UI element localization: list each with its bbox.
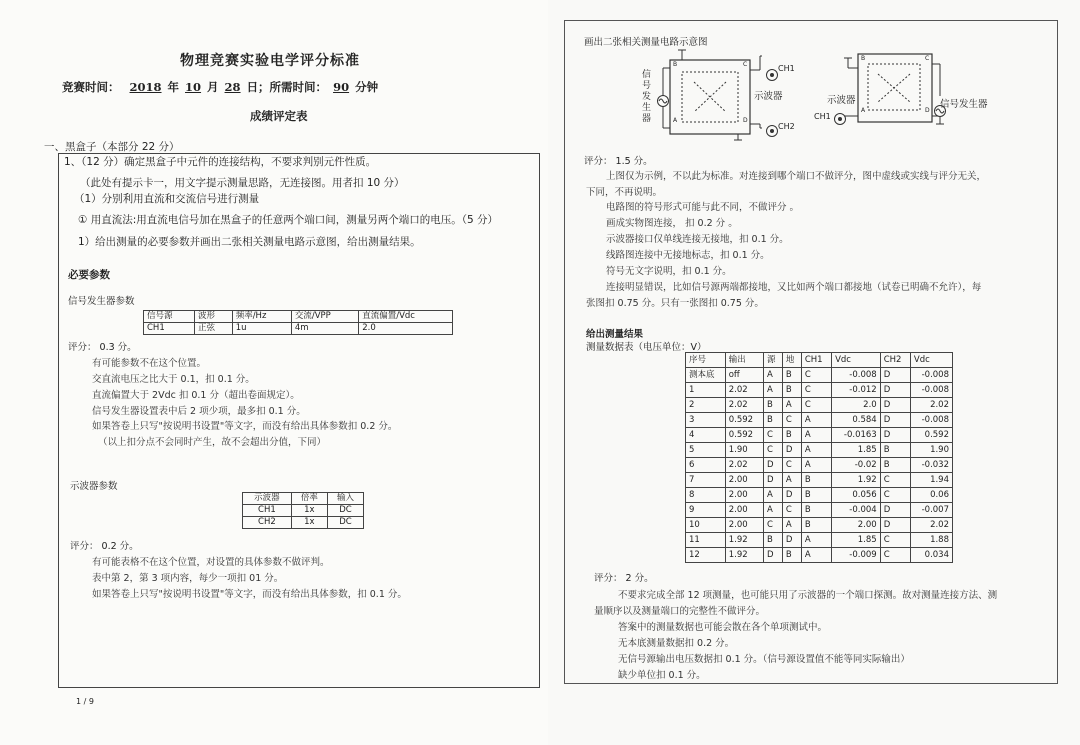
results-cell: D [880, 368, 910, 383]
results-cell: D [880, 398, 910, 413]
results-cell: 0.06 [910, 488, 952, 503]
rule-4a-cont: 量顺序以及测量端口的完整性不做评分。 [594, 606, 766, 617]
results-cell: C [782, 503, 801, 518]
diagram-heading: 画出二张相关测量电路示意图 [584, 37, 708, 48]
results-cell: C [880, 473, 910, 488]
params-heading: 必要参数 [68, 269, 110, 281]
results-table-row [686, 548, 953, 563]
terminal-d-a: D [743, 117, 748, 124]
results-cell: off [725, 368, 763, 383]
results-cell: 2.02 [725, 398, 763, 413]
circuit-b-wires [548, 0, 1080, 150]
results-table-header: 序号 输出 源 地 CH1 Vdc CH2 Vdc [686, 353, 953, 368]
results-table-row [686, 413, 953, 428]
ch1-label-a: CH1 [778, 64, 795, 73]
rule-3-1: 画成实物图连接， 扣 0.2 分 。 [606, 218, 738, 229]
results-cell: A [763, 368, 782, 383]
results-cell: A [801, 533, 831, 548]
results-cell: A [801, 443, 831, 458]
results-cell: 2.02 [725, 383, 763, 398]
results-cell: 2.00 [725, 503, 763, 518]
results-cell: 9 [686, 503, 726, 518]
results-cell: C [880, 533, 910, 548]
results-cell: 0.034 [910, 548, 952, 563]
results-cell: 2.02 [910, 398, 952, 413]
rule-4a: 不要求完成全部 12 项测量，也可能只用了示波器的一个端口探测。故对测量连接方法、测 [618, 590, 998, 601]
results-cell: 2.0 [832, 398, 881, 413]
osc-table-row: CH1 1x DC [243, 505, 364, 517]
results-cell: D [782, 488, 801, 503]
results-cell: -0.007 [910, 503, 952, 518]
generator-label-a: 信号发生器 [642, 70, 652, 124]
score-4: 评分： 2 分。 [594, 573, 654, 584]
results-cell: 2.02 [910, 518, 952, 533]
osc-table-header: 示波器 倍率 输入 [243, 493, 364, 505]
results-cell: -0.032 [910, 458, 952, 473]
generator-table-header: 信号源 波形 频率/Hz 交流/VPP 直流偏置/Vdc [144, 311, 453, 323]
results-cell: 1.88 [910, 533, 952, 548]
results-cell: B [782, 428, 801, 443]
results-cell: 4 [686, 428, 726, 443]
results-cell: -0.008 [910, 368, 952, 383]
results-cell: D [763, 458, 782, 473]
terminal-a-a: A [673, 117, 678, 124]
results-cell: -0.0163 [832, 428, 881, 443]
results-cell: B [880, 458, 910, 473]
results-cell: A [782, 518, 801, 533]
ch1-label-b: CH1 [814, 112, 831, 121]
rule-4-3: 缺少单位扣 0.1 分。 [618, 670, 706, 681]
results-cell: D [880, 413, 910, 428]
terminal-c-a: C [743, 61, 748, 68]
results-cell: 1.90 [725, 443, 763, 458]
results-cell: B [763, 413, 782, 428]
results-table-row [686, 428, 953, 443]
results-cell: -0.008 [910, 383, 952, 398]
results-cell: C [801, 368, 831, 383]
results-cell: 1.85 [832, 533, 881, 548]
osc-params-heading: 示波器参数 [70, 481, 118, 492]
results-cell: -0.004 [832, 503, 881, 518]
hint-note: （此处有提示卡一，用文字提示测量思路，无连接图。用者扣 10 分） [80, 177, 405, 189]
terminal-b-a: B [673, 61, 678, 68]
results-cell: A [801, 458, 831, 473]
results-cell: -0.008 [832, 368, 881, 383]
ch1-connector-icon [834, 110, 846, 129]
results-table-row [686, 518, 953, 533]
rule-3-0: 电路图的符号形式可能与此不同，不做评分 。 [606, 202, 800, 213]
results-cell: 2.00 [725, 518, 763, 533]
results-cell: 1.85 [832, 443, 881, 458]
results-cell: 0.056 [832, 488, 881, 503]
results-table [685, 352, 953, 563]
results-cell: 6 [686, 458, 726, 473]
contest-time-line: 竞赛时间： 2018 年 10 月 28 日；所需时间： 90 分钟 [62, 80, 379, 94]
rule-1-4: 如果答卷上只写"按说明书设置"等文字，而没有给出具体参数扣 0.2 分。 [92, 421, 398, 432]
generator-label-b: 信号发生器 [940, 99, 988, 110]
results-cell: D [782, 533, 801, 548]
rule-3a: 上图仅为示例，不以此为标准。对连接到哪个端口不做评分，图中虚线或实线与评分无关， [606, 171, 987, 182]
rule-1-0: 有可能参数不在这个位置。 [92, 358, 207, 369]
results-cell: B [782, 383, 801, 398]
terminal-d-b: D [925, 107, 930, 114]
results-table-row [686, 368, 953, 383]
results-cell: A [763, 503, 782, 518]
results-table-row [686, 533, 953, 548]
results-cell: C [782, 458, 801, 473]
section-black-box: 一、黑盒子（本部分 22 分） [44, 141, 180, 153]
results-cell: D [880, 518, 910, 533]
results-cell: B [782, 548, 801, 563]
generator-table-row: CH1 正弦 1u 4m 2.0 [144, 323, 453, 335]
results-cell: D [763, 473, 782, 488]
results-table-row [686, 443, 953, 458]
results-table-row [686, 473, 953, 488]
rule-3-4: 符号无文字说明，扣 0.1 分。 [606, 266, 732, 277]
results-cell: 5 [686, 443, 726, 458]
score-2: 评分： 0.2 分。 [70, 541, 139, 552]
results-cell: B [801, 473, 831, 488]
step-1a: ① 用直流法:用直流电信号加在黑盒子的任意两个端口间，测量另两个端口的电压。（5 分） [78, 214, 499, 226]
results-cell: 8 [686, 488, 726, 503]
results-cell: 2.02 [725, 458, 763, 473]
results-table-row [686, 458, 953, 473]
ch2-label-a: CH2 [778, 122, 795, 131]
results-cell: 11 [686, 533, 726, 548]
results-cell: A [782, 473, 801, 488]
page-right [548, 0, 1080, 745]
results-cell: B [782, 368, 801, 383]
score-table-title: 成绩评定表 [250, 109, 308, 123]
generator-params-heading: 信号发生器参数 [68, 296, 135, 307]
generator-table [143, 310, 453, 335]
results-cell: C [763, 443, 782, 458]
results-cell: C [763, 518, 782, 533]
results-cell: 测本底 [686, 368, 726, 383]
results-cell: C [801, 398, 831, 413]
results-cell: B [763, 398, 782, 413]
results-cell: 10 [686, 518, 726, 533]
score-3: 评分： 1.5 分。 [584, 156, 653, 167]
rule-3-3: 线路图连接中无接地标志，扣 0.1 分。 [606, 250, 770, 261]
osc-label-a: 示波器 [754, 91, 783, 102]
results-cell: A [782, 398, 801, 413]
results-heading: 给出测量结果 [586, 329, 644, 340]
results-cell: A [801, 413, 831, 428]
results-cell: 0.584 [832, 413, 881, 428]
rule-3b: 连接明显错误，比如信号源两端都接地，又比如两个端口都接地（试卷已明确不允许），每 [606, 282, 982, 293]
results-cell: B [801, 488, 831, 503]
results-cell: 2.00 [725, 473, 763, 488]
step-1b: 1）给出测量的必要参数并画出二张相关测量电路示意图，给出测量结果。 [78, 236, 421, 248]
results-cell: 2 [686, 398, 726, 413]
doc-title: 物理竞赛实验电学评分标准 [180, 53, 360, 69]
oscilloscope-table [242, 492, 364, 529]
score-1: 评分： 0.3 分。 [68, 342, 137, 353]
results-cell: 0.592 [725, 413, 763, 428]
results-cell: -0.008 [910, 413, 952, 428]
rule-1-2: 直流偏置大于 2Vdc 扣 0.1 分（超出卷面规定）。 [92, 390, 300, 401]
results-cell: 1.92 [832, 473, 881, 488]
results-cell: C [763, 428, 782, 443]
results-cell: B [801, 503, 831, 518]
results-cell: D [763, 548, 782, 563]
results-cell: 7 [686, 473, 726, 488]
osc-label-b: 示波器 [827, 95, 856, 106]
results-table-row [686, 503, 953, 518]
results-cell: B [763, 533, 782, 548]
results-table-row [686, 383, 953, 398]
results-cell: D [880, 503, 910, 518]
results-cell: 1.92 [725, 548, 763, 563]
results-cell: 2.00 [725, 488, 763, 503]
results-cell: 0.592 [725, 428, 763, 443]
results-cell: 1.94 [910, 473, 952, 488]
question-1: 1、（12 分）确定黑盒子中元件的连接结构，不要求判别元件性质。 [64, 156, 377, 168]
results-cell: A [763, 383, 782, 398]
terminal-a-b: A [861, 107, 866, 114]
results-cell: B [880, 443, 910, 458]
rule-3-2: 示波器接口仅单线连接无接地，扣 0.1 分。 [606, 234, 789, 245]
results-cell: C [782, 413, 801, 428]
results-table-row [686, 488, 953, 503]
step-1: （1）分别利用直流和交流信号进行测量 [74, 193, 260, 205]
results-cell: A [801, 428, 831, 443]
results-cell: 1.90 [910, 443, 952, 458]
results-cell: 2.00 [832, 518, 881, 533]
results-cell: -0.009 [832, 548, 881, 563]
rule-2-0: 有可能表格不在这个位置，对设置的具体参数不做评判。 [92, 557, 330, 568]
results-cell: 1 [686, 383, 726, 398]
results-table-title: 测量数据表（电压单位：V） [586, 342, 707, 353]
results-table-row [686, 398, 953, 413]
rule-1-3: 信号发生器设置表中后 2 项少项，最多扣 0.1 分。 [92, 406, 306, 417]
osc-table-row: CH2 1x DC [243, 517, 364, 529]
rule-2-1: 表中第 2，第 3 项内容，每少一项扣 01 分。 [92, 573, 284, 584]
terminal-c-b: C [925, 55, 930, 62]
rule-3a-cont: 下同，不再说明。 [586, 187, 663, 198]
page-number: 1 / 9 [76, 697, 94, 706]
results-cell: C [880, 488, 910, 503]
rule-1-5: （以上扣分点不会同时产生，故不会超出分值，下同） [98, 437, 327, 448]
results-cell: 0.592 [910, 428, 952, 443]
rule-3b-cont: 张图扣 0.75 分。只有一张图扣 0.75 分。 [586, 298, 764, 309]
results-cell: D [880, 428, 910, 443]
results-cell: -0.02 [832, 458, 881, 473]
results-cell: A [763, 488, 782, 503]
results-cell: 12 [686, 548, 726, 563]
results-cell: B [801, 518, 831, 533]
results-table-body [686, 353, 953, 563]
rule-1-1: 交直流电压之比大于 0.1，扣 0.1 分。 [92, 374, 255, 385]
results-cell: D [880, 383, 910, 398]
results-cell: -0.012 [832, 383, 881, 398]
results-cell: A [801, 548, 831, 563]
results-cell: D [782, 443, 801, 458]
results-cell: 3 [686, 413, 726, 428]
results-cell: C [801, 383, 831, 398]
rule-4-1: 无本底测量数据扣 0.2 分。 [618, 638, 735, 649]
rule-4-0: 答案中的测量数据也可能会散在各个单项测试中。 [618, 622, 828, 633]
results-cell: C [880, 548, 910, 563]
rule-2-2: 如果答卷上只写"按说明书设置"等文字，而没有给出具体参数，扣 0.1 分。 [92, 589, 407, 600]
terminal-b-b: B [861, 55, 866, 62]
rule-4-2: 无信号源输出电压数据扣 0.1 分。（信号源设置值不能等同实际输出） [618, 654, 910, 665]
results-cell: 1.92 [725, 533, 763, 548]
